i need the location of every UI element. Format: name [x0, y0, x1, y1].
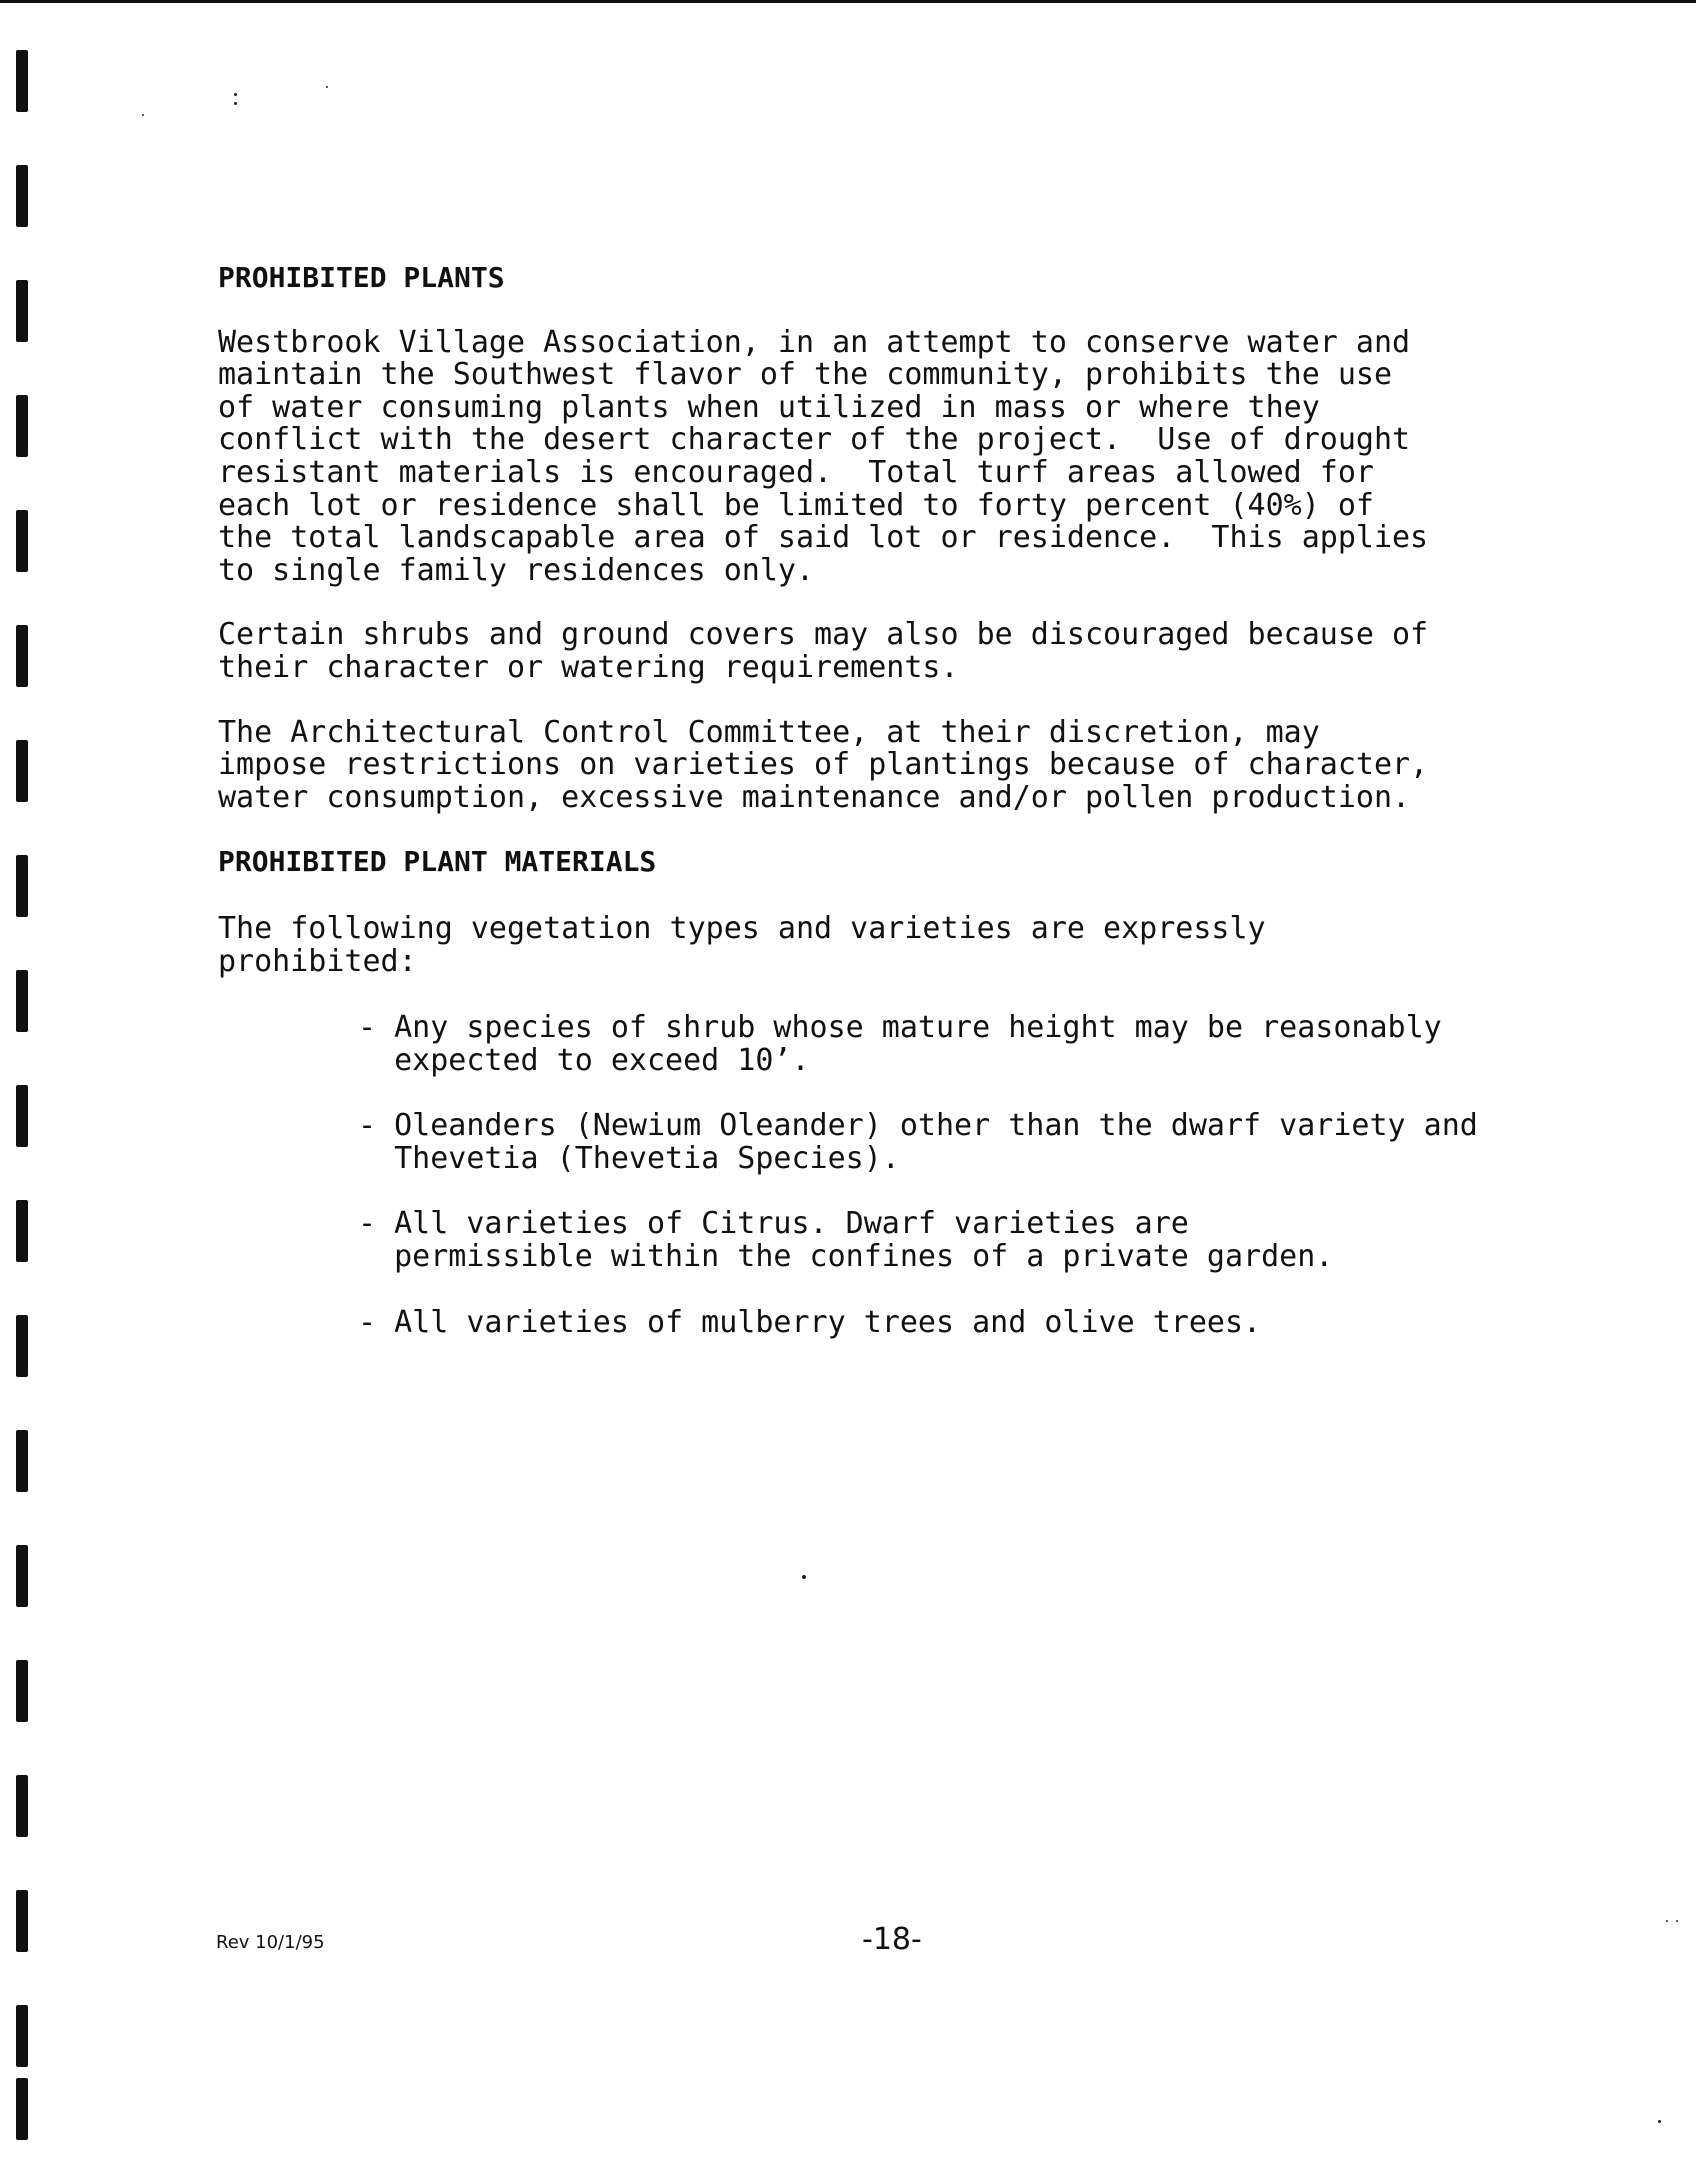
punch-hole	[16, 1775, 28, 1837]
punch-hole	[16, 970, 28, 1032]
punch-hole	[16, 395, 28, 457]
punch-hole	[16, 1660, 28, 1722]
paragraph-committee-restrictions: The Architectural Control Committee, at their discretion, may impose restrictions on varieties of plantings because of character, water consumption, excessive maintenance and/or pollen production.	[218, 714, 1429, 815]
paragraph-vegetation-intro: The following vegetation types and varieties are expressly prohibited:	[218, 910, 1266, 979]
section-prohibited-plants	[218, 262, 1538, 814]
punch-hole	[16, 2005, 28, 2067]
paragraph-water-conservation: Westbrook Village Association, in an attempt to conserve water and maintain the Southwest flavor of the community, prohibits the use of water consuming plants when utilized in mass or where they conflict with the desert character of the project. Use of drought resistant materials is encouraged. Total turf areas allowed for each lot or residence shall be limited to forty percent (40%) of the total landscapable area of said lot or residence. This applies to single family residences only.	[218, 324, 1429, 588]
punch-hole	[16, 1085, 28, 1147]
revision-date: Rev 10/1/95	[216, 1932, 325, 1953]
punch-hole	[16, 280, 28, 342]
punch-hole	[16, 1430, 28, 1492]
scan-speck	[326, 86, 328, 88]
top-edge-rule	[0, 0, 1696, 3]
punch-hole	[16, 1545, 28, 1607]
list-item: - Oleanders (Newium Oleander) other than the dwarf variety and Thevetia (Thevetia Species).	[358, 1108, 1478, 1176]
scan-speck	[1676, 1920, 1678, 1922]
page-number: -18-	[862, 1922, 922, 1957]
prohibited-list	[218, 1012, 1538, 1339]
list-item: - All varieties of Citrus. Dwarf varieties are permissible within the confines of a private garden.	[358, 1206, 1334, 1275]
punch-hole	[16, 1315, 28, 1377]
punch-hole	[16, 1890, 28, 1952]
punch-hole	[16, 625, 28, 687]
scan-speck	[234, 93, 237, 96]
list-item: - Any species of shrub whose mature height may be reasonably expected to exceed 10’.	[358, 1010, 1442, 1078]
scan-speck	[802, 1575, 806, 1579]
punch-hole	[16, 165, 28, 227]
punch-hole	[16, 1200, 28, 1262]
scan-speck	[142, 114, 144, 116]
punch-hole	[16, 740, 28, 802]
paragraph-shrubs-ground-covers: Certain shrubs and ground covers may also be discouraged because of their character or watering requirements.	[218, 617, 1429, 685]
document-body	[218, 262, 1538, 1339]
punch-hole	[16, 2078, 28, 2140]
scan-speck	[234, 102, 237, 105]
section-heading: PROHIBITED PLANTS	[218, 261, 505, 294]
binder-punch-strip	[16, 50, 32, 2140]
punch-hole	[16, 50, 28, 112]
section-prohibited-plant-materials	[218, 846, 1538, 1339]
punch-hole	[16, 855, 28, 917]
scan-speck	[1658, 2120, 1661, 2123]
list-item: - All varieties of mulberry trees and olive trees.	[358, 1304, 1262, 1340]
section-heading: PROHIBITED PLANT MATERIALS	[218, 845, 657, 879]
punch-hole	[16, 510, 28, 572]
scan-speck	[1666, 1920, 1668, 1922]
